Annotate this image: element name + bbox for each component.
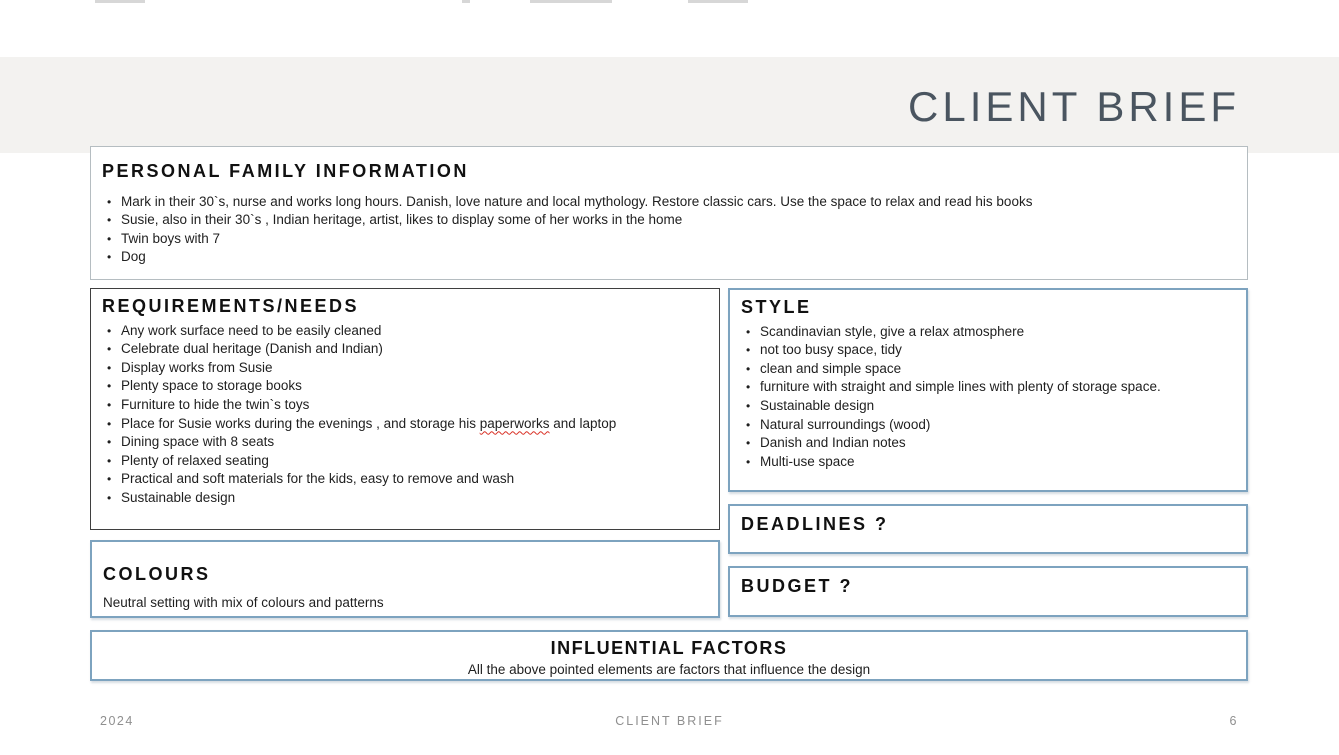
influential-factors-note: All the above pointed elements are factors that influence the design (467, 661, 871, 677)
budget-box (728, 566, 1248, 617)
colours-box (90, 540, 720, 618)
bullet-item: • Display works from Susie (102, 359, 709, 378)
slide-edge-fragment (95, 0, 145, 3)
page-title: CLIENT BRIEF (908, 83, 1240, 130)
requirements-needs-heading: REQUIREMENTS/NEEDS (102, 296, 360, 316)
footer-page-number: 6 (1229, 714, 1238, 728)
bullet-item: • clean and simple space (741, 360, 1236, 379)
personal-family-information-heading: PERSONAL FAMILY INFORMATION (102, 161, 469, 181)
budget-heading: BUDGET ? (741, 576, 853, 596)
bullet-item: • Susie, also in their 30`s , Indian heritage, artist, likes to display some of her works in the home (102, 211, 1235, 230)
deadlines-box (728, 504, 1248, 554)
personal-family-information-box (90, 146, 1248, 280)
colours-heading: COLOURS (103, 564, 211, 584)
personal-family-information-list (102, 193, 1235, 267)
style-box (728, 288, 1248, 492)
bullet-item: • not too busy space, tidy (741, 341, 1236, 360)
bullet-item: • Multi-use space (741, 453, 1236, 472)
bullet-item: • Dining space with 8 seats (102, 433, 709, 452)
previous-slide-edge (0, 0, 1339, 57)
bullet-item: • Natural surroundings (wood) (741, 416, 1236, 435)
bullet-item: • Sustainable design (102, 489, 709, 508)
bullet-item: • Place for Susie works during the evenings , and storage his paperworks and laptop (102, 415, 709, 434)
bullet-item: • Practical and soft materials for the kids, easy to remove and wash (102, 470, 709, 489)
colours-note: Neutral setting with mix of colours and patterns (103, 594, 384, 610)
bullet-item: • Scandinavian style, give a relax atmosphere (741, 323, 1236, 342)
style-list (741, 323, 1236, 472)
influential-factors-heading: INFLUENTIAL FACTORS (550, 638, 788, 658)
bullet-item: • Celebrate dual heritage (Danish and Indian) (102, 340, 709, 359)
bullet-item: • Danish and Indian notes (741, 434, 1236, 453)
bullet-item: • Any work surface need to be easily cleaned (102, 322, 709, 341)
bullet-item: • Twin boys with 7 (102, 230, 1235, 249)
bullet-item: • Plenty of relaxed seating (102, 452, 709, 471)
spellcheck-underlined-word: paperworks (479, 415, 550, 431)
requirements-needs-list (102, 322, 709, 508)
influential-factors-box (90, 630, 1248, 681)
style-heading: STYLE (741, 297, 812, 317)
deadlines-heading: DEADLINES ? (741, 514, 889, 534)
bullet-item: • Dog (102, 248, 1235, 267)
footer-year: 2024 (100, 714, 134, 728)
bullet-item: • furniture with straight and simple lines with plenty of storage space. (741, 378, 1236, 397)
slide-edge-fragment (688, 0, 748, 3)
slide-edge-fragment (530, 0, 612, 3)
bullet-item: • Sustainable design (741, 397, 1236, 416)
requirements-needs-box (90, 288, 720, 530)
bullet-item: • Plenty space to storage books (102, 377, 709, 396)
slide-footer (0, 712, 1339, 734)
bullet-item: • Furniture to hide the twin`s toys (102, 396, 709, 415)
slide-edge-fragment (462, 0, 470, 3)
footer-title: CLIENT BRIEF (615, 714, 724, 728)
bullet-item: • Mark in their 30`s, nurse and works long hours. Danish, love nature and local mythology. Restore classic cars. Use the space to relax and read his books (102, 193, 1235, 212)
